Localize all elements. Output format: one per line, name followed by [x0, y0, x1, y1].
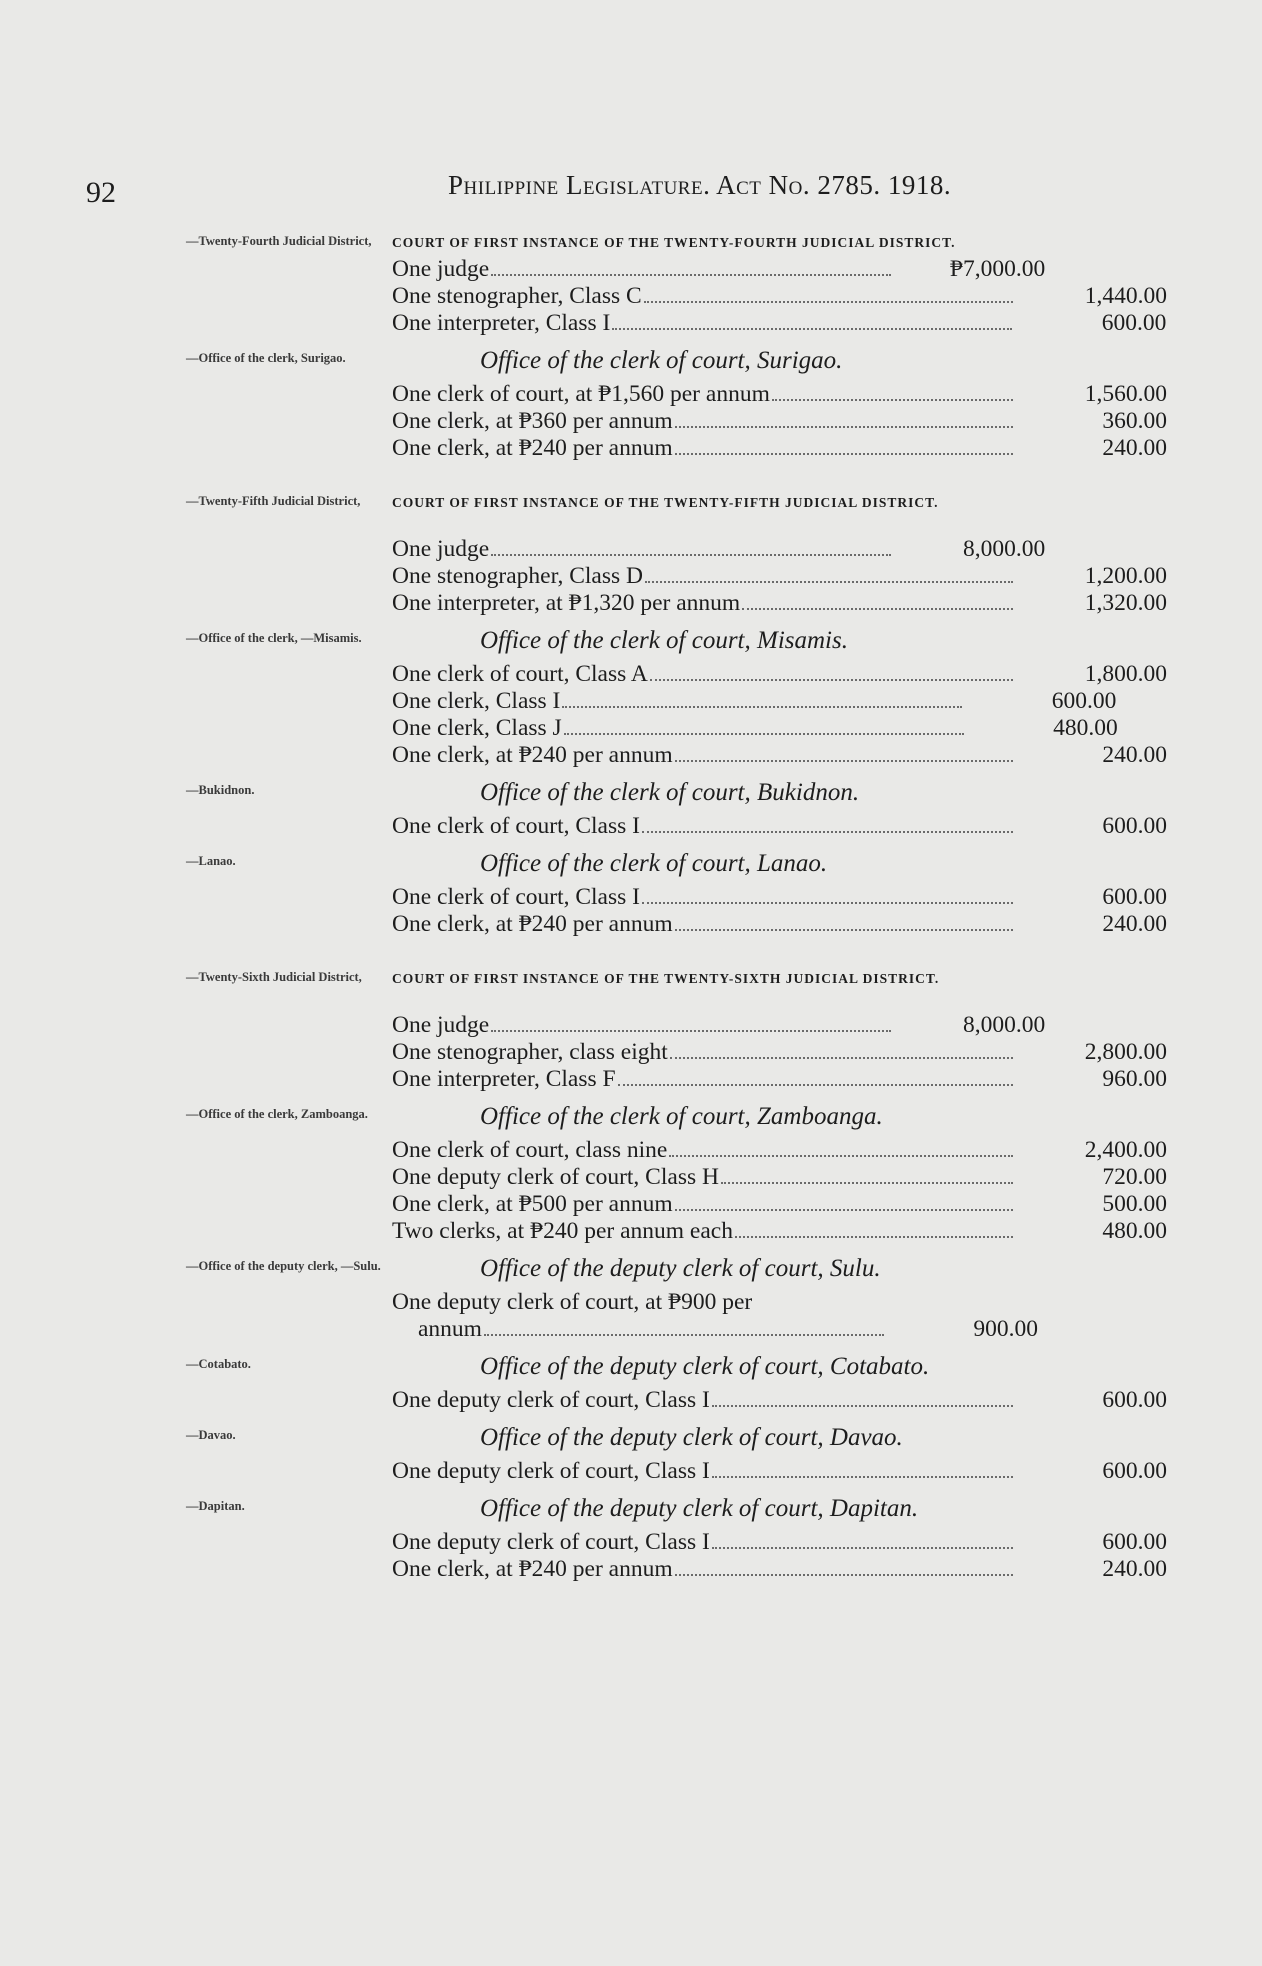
entries — [392, 1529, 1167, 1583]
section-bukidnon — [0, 769, 1262, 840]
row-amount: 600.00 — [1102, 1458, 1167, 1484]
row-label: One clerk of court, at ₱1,560 per annum — [392, 381, 770, 407]
row-amount: 1,200.00 — [1084, 563, 1167, 589]
row-amount: 1,320.00 — [1084, 590, 1167, 616]
row-amount: 240.00 — [1102, 742, 1167, 768]
table-row — [392, 688, 1167, 715]
margin-note: —Lanao. — [186, 854, 236, 868]
row-label: One judge — [392, 536, 490, 562]
row-label: One interpreter, at ₱1,320 per annum — [392, 590, 741, 616]
table-row — [392, 1012, 1167, 1039]
row-label: One clerk of court, Class A — [392, 661, 648, 687]
row-amount: 600.00 — [1102, 1387, 1167, 1413]
row-label: One clerk, at ₱500 per annum — [392, 1191, 673, 1217]
table-row — [392, 408, 1167, 435]
row-label: One clerk, at ₱240 per annum — [392, 911, 673, 937]
row-label: One clerk of court, Class I — [392, 884, 640, 910]
section-25th-district — [0, 488, 1262, 617]
section-24th-district — [0, 228, 1262, 337]
office-heading: Office of the clerk of court, Surigao. — [480, 347, 843, 374]
table-row — [392, 1458, 1167, 1485]
row-amount: 240.00 — [1102, 1556, 1167, 1582]
row-label: One deputy clerk of court, Class I — [392, 1387, 710, 1413]
row-label: One deputy clerk of court, Class I — [392, 1458, 710, 1484]
margin-note: —Twenty-Fifth Judicial District, — [186, 494, 361, 508]
office-heading: Office of the clerk of court, Zamboanga. — [480, 1103, 883, 1130]
margin-note: —Davao. — [186, 1428, 236, 1442]
row-amount: 600.00 — [1102, 884, 1167, 910]
row-amount: 1,800.00 — [1084, 661, 1167, 687]
office-heading: Office of the deputy clerk of court, Dapitan. — [480, 1495, 919, 1522]
entries — [392, 536, 1167, 617]
margin-note: —Office of the deputy clerk, —Sulu. — [186, 1259, 381, 1273]
entries — [392, 813, 1167, 840]
section-zamboanga — [0, 1093, 1262, 1245]
section-surigao — [0, 337, 1262, 462]
office-heading: Office of the deputy clerk of court, Davao. — [480, 1424, 903, 1451]
entries — [392, 1387, 1167, 1414]
row-amount: 8,000.00 — [963, 1012, 1046, 1038]
row-amount: 720.00 — [1102, 1164, 1167, 1190]
office-heading: Office of the deputy clerk of court, Sulu. — [480, 1255, 881, 1282]
row-label: One deputy clerk of court, at ₱900 per — [392, 1289, 753, 1315]
row-label: One clerk, at ₱240 per annum — [392, 742, 673, 768]
section-misamis — [0, 617, 1262, 769]
margin-note: —Twenty-Fourth Judicial District, — [186, 234, 372, 248]
table-row — [392, 256, 1167, 283]
table-row — [392, 590, 1167, 617]
table-row — [392, 1137, 1167, 1164]
court-heading: COURT OF FIRST INSTANCE OF THE TWENTY-FIFTH JUDICIAL DISTRICT. — [392, 495, 939, 510]
entries — [392, 661, 1167, 769]
table-row — [392, 1289, 1167, 1316]
row-amount: 1,560.00 — [1084, 381, 1167, 407]
row-amount: 500.00 — [1102, 1191, 1167, 1217]
row-label: One deputy clerk of court, Class I — [392, 1529, 710, 1555]
row-amount: 240.00 — [1102, 435, 1167, 461]
row-amount: 480.00 — [1102, 1218, 1167, 1244]
row-label: One clerk, Class J — [392, 715, 562, 741]
margin-note: —Office of the clerk, Surigao. — [186, 351, 346, 365]
page-content — [0, 228, 1262, 1583]
row-label: One clerk, at ₱240 per annum — [392, 435, 673, 461]
row-amount: 900.00 — [973, 1316, 1038, 1342]
table-row — [392, 283, 1167, 310]
table-row — [392, 661, 1167, 688]
row-amount: 600.00 — [1102, 813, 1167, 839]
margin-note: —Dapitan. — [186, 1499, 245, 1513]
row-amount: 600.00 — [1102, 1529, 1167, 1555]
table-row — [392, 381, 1167, 408]
row-amount: 600.00 — [1101, 310, 1167, 336]
table-row — [392, 536, 1167, 563]
row-label: One judge — [392, 1012, 490, 1038]
table-row — [392, 1218, 1167, 1245]
section-sulu — [0, 1245, 1262, 1343]
row-label: One interpreter, Class F — [392, 1066, 616, 1092]
row-amount: 600.00 — [1051, 688, 1117, 714]
section-lanao — [0, 840, 1262, 938]
office-heading: Office of the deputy clerk of court, Cotabato. — [480, 1353, 930, 1380]
page-number: 92 — [86, 176, 116, 209]
entries — [392, 381, 1167, 462]
margin-note: —Office of the clerk, —Misamis. — [186, 631, 362, 645]
entries — [392, 1289, 1167, 1343]
row-label: One clerk, at ₱360 per annum — [392, 408, 673, 434]
row-amount: 360.00 — [1102, 408, 1167, 434]
row-label: One stenographer, class eight — [392, 1039, 668, 1065]
office-heading: Office of the clerk of court, Bukidnon. — [480, 779, 860, 806]
running-head: Philippine Legislature. Act No. 2785. 1918. — [448, 170, 952, 200]
row-label: One clerk of court, class nine — [392, 1137, 668, 1163]
row-amount: 1,440.00 — [1084, 283, 1167, 309]
table-row — [392, 563, 1167, 590]
row-amount: 480.00 — [1053, 715, 1118, 741]
table-row — [392, 310, 1167, 337]
margin-note: —Twenty-Sixth Judicial District, — [186, 970, 362, 984]
entries — [392, 256, 1167, 337]
table-row — [392, 1387, 1167, 1414]
entries — [392, 1012, 1167, 1093]
table-row — [392, 813, 1167, 840]
row-label: One clerk of court, Class I — [392, 813, 640, 839]
court-heading: COURT OF FIRST INSTANCE OF THE TWENTY-SIXTH JUDICIAL DISTRICT. — [392, 971, 940, 986]
row-amount: 2,800.00 — [1084, 1039, 1167, 1065]
row-amount: 960.00 — [1102, 1066, 1167, 1092]
table-row — [392, 1529, 1167, 1556]
row-label: One stenographer, Class D — [392, 563, 643, 589]
margin-note: —Cotabato. — [186, 1357, 251, 1371]
entries — [392, 1458, 1167, 1485]
entries — [392, 884, 1167, 938]
table-row — [392, 1191, 1167, 1218]
row-label: One deputy clerk of court, Class H — [392, 1164, 719, 1190]
margin-note: —Office of the clerk, Zamboanga. — [186, 1107, 368, 1121]
row-amount: 8,000.00 — [963, 536, 1046, 562]
office-heading: Office of the clerk of court, Misamis. — [480, 627, 848, 654]
row-amount: ₱7,000.00 — [949, 256, 1046, 282]
row-label: One stenographer, Class C — [392, 283, 642, 309]
section-cotabato — [0, 1343, 1262, 1414]
table-row — [392, 911, 1167, 938]
row-label: One clerk, at ₱240 per annum — [392, 1556, 673, 1582]
row-label: One clerk, Class I — [392, 688, 561, 714]
row-amount: 2,400.00 — [1084, 1137, 1167, 1163]
margin-note: —Bukidnon. — [186, 783, 255, 797]
table-row — [392, 715, 1167, 742]
entries — [392, 1137, 1167, 1245]
row-label: Two clerks, at ₱240 per annum each — [392, 1218, 733, 1244]
court-heading: COURT OF FIRST INSTANCE OF THE TWENTY-FOURTH JUDICIAL DISTRICT. — [392, 235, 956, 250]
table-row — [392, 1066, 1167, 1093]
table-row — [392, 884, 1167, 911]
section-davao — [0, 1414, 1262, 1485]
row-label: One judge — [392, 256, 490, 282]
office-heading: Office of the clerk of court, Lanao. — [480, 850, 828, 877]
row-label-continued: annum — [418, 1316, 482, 1342]
table-row — [392, 742, 1167, 769]
section-26th-district — [0, 964, 1262, 1093]
section-dapitan — [0, 1485, 1262, 1583]
table-row — [392, 435, 1167, 462]
table-row — [392, 1039, 1167, 1066]
table-row — [392, 1556, 1167, 1583]
row-amount: 240.00 — [1102, 911, 1167, 937]
table-row-continued — [392, 1316, 1167, 1343]
table-row — [392, 1164, 1167, 1191]
row-label: One interpreter, Class I — [392, 310, 611, 336]
